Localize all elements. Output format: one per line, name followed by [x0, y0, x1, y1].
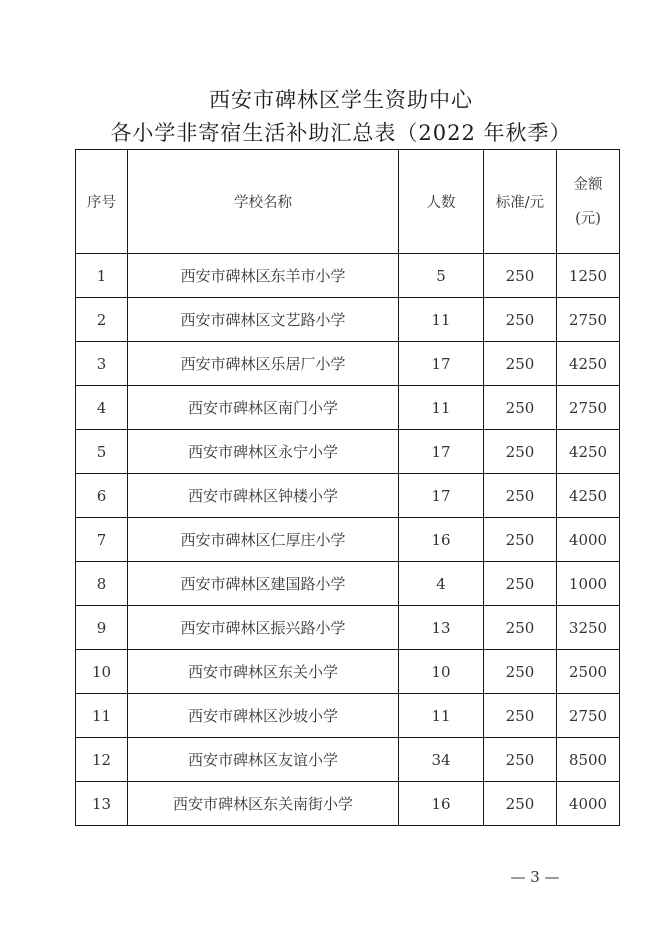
cell-count: 4	[399, 562, 484, 606]
cell-count: 11	[399, 694, 484, 738]
cell-index: 7	[76, 518, 128, 562]
cell-amount: 1250	[557, 254, 620, 298]
table-row	[76, 782, 620, 826]
cell-count: 17	[399, 474, 484, 518]
table-row	[76, 298, 620, 342]
cell-count: 11	[399, 386, 484, 430]
table-row	[76, 562, 620, 606]
cell-index: 2	[76, 298, 128, 342]
cell-index: 3	[76, 342, 128, 386]
cell-school-name: 西安市碑林区钟楼小学	[128, 474, 399, 518]
table-row	[76, 738, 620, 782]
cell-count: 10	[399, 650, 484, 694]
cell-count: 16	[399, 518, 484, 562]
cell-school-name: 西安市碑林区永宁小学	[128, 430, 399, 474]
cell-amount: 4000	[557, 782, 620, 826]
cell-school-name: 西安市碑林区建国路小学	[128, 562, 399, 606]
cell-standard: 250	[484, 518, 557, 562]
header-index: 序号	[76, 150, 128, 254]
cell-amount: 4250	[557, 474, 620, 518]
cell-standard: 250	[484, 606, 557, 650]
cell-standard: 250	[484, 782, 557, 826]
cell-index: 12	[76, 738, 128, 782]
cell-index: 8	[76, 562, 128, 606]
header-amount	[557, 150, 620, 254]
cell-count: 16	[399, 782, 484, 826]
cell-school-name: 西安市碑林区友谊小学	[128, 738, 399, 782]
cell-index: 11	[76, 694, 128, 738]
cell-school-name: 西安市碑林区仁厚庄小学	[128, 518, 399, 562]
cell-index: 13	[76, 782, 128, 826]
header-school-name: 学校名称	[128, 150, 399, 254]
cell-index: 4	[76, 386, 128, 430]
header-standard: 标准/元	[484, 150, 557, 254]
cell-school-name: 西安市碑林区沙坡小学	[128, 694, 399, 738]
cell-standard: 250	[484, 430, 557, 474]
cell-standard: 250	[484, 386, 557, 430]
cell-amount: 4250	[557, 342, 620, 386]
cell-index: 5	[76, 430, 128, 474]
cell-school-name: 西安市碑林区东关小学	[128, 650, 399, 694]
table-row	[76, 650, 620, 694]
cell-school-name: 西安市碑林区南门小学	[128, 386, 399, 430]
cell-standard: 250	[484, 298, 557, 342]
header-amount-unit: (元)	[575, 210, 601, 227]
cell-amount: 1000	[557, 562, 620, 606]
cell-count: 5	[399, 254, 484, 298]
page-number: — 3 —	[510, 868, 560, 886]
cell-count: 11	[399, 298, 484, 342]
cell-school-name: 西安市碑林区乐居厂小学	[128, 342, 399, 386]
cell-amount: 3250	[557, 606, 620, 650]
cell-count: 34	[399, 738, 484, 782]
cell-school-name: 西安市碑林区文艺路小学	[128, 298, 399, 342]
cell-count: 13	[399, 606, 484, 650]
cell-index: 9	[76, 606, 128, 650]
cell-amount: 4000	[557, 518, 620, 562]
cell-amount: 2750	[557, 298, 620, 342]
cell-index: 6	[76, 474, 128, 518]
header-amount-label: 金额	[573, 176, 603, 193]
cell-standard: 250	[484, 474, 557, 518]
cell-standard: 250	[484, 694, 557, 738]
cell-standard: 250	[484, 738, 557, 782]
cell-amount: 2500	[557, 650, 620, 694]
header-count: 人数	[399, 150, 484, 254]
document-title: 西安市碑林区学生资助中心	[209, 88, 473, 112]
document-subtitle: 各小学非寄宿生活补助汇总表（2022 年秋季）	[110, 121, 572, 145]
cell-amount: 4250	[557, 430, 620, 474]
cell-count: 17	[399, 342, 484, 386]
table-header-row	[76, 150, 620, 254]
cell-school-name: 西安市碑林区东羊市小学	[128, 254, 399, 298]
cell-school-name: 西安市碑林区东关南街小学	[128, 782, 399, 826]
cell-school-name: 西安市碑林区振兴路小学	[128, 606, 399, 650]
table-row	[76, 254, 620, 298]
cell-standard: 250	[484, 562, 557, 606]
table-row	[76, 518, 620, 562]
cell-count: 17	[399, 430, 484, 474]
cell-standard: 250	[484, 254, 557, 298]
cell-amount: 2750	[557, 694, 620, 738]
cell-amount: 2750	[557, 386, 620, 430]
cell-standard: 250	[484, 650, 557, 694]
table-row	[76, 474, 620, 518]
cell-standard: 250	[484, 342, 557, 386]
table-row	[76, 606, 620, 650]
cell-index: 10	[76, 650, 128, 694]
cell-amount: 8500	[557, 738, 620, 782]
subsidy-summary-table	[75, 149, 620, 826]
table-row	[76, 342, 620, 386]
cell-index: 1	[76, 254, 128, 298]
table-row	[76, 430, 620, 474]
table-row	[76, 694, 620, 738]
table-row	[76, 386, 620, 430]
